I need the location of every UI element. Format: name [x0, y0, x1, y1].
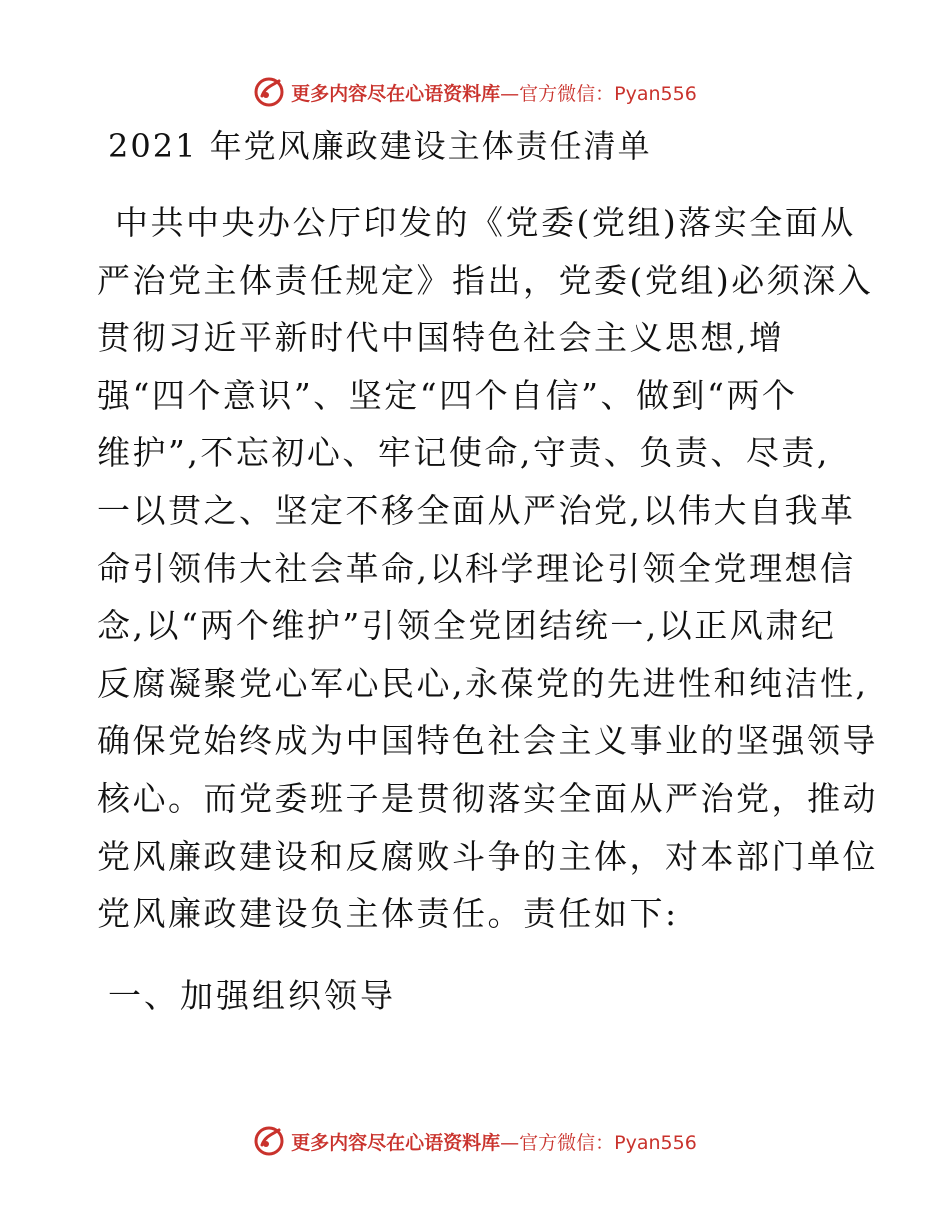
body-line: 念,以“两个维护”引领全党团结统一,以正风肃纪 [97, 606, 837, 646]
watermark-separator: — [500, 1131, 520, 1154]
body-line: 中共中央办公厅印发的《党委(党组)落实全面从 [115, 203, 856, 242]
body-line: 贯彻习近平新时代中国特色社会主义思想,增 [97, 318, 785, 358]
logo-icon [253, 75, 287, 109]
body-line: 命引领伟大社会革命,以科学理论引领全党理想信 [97, 548, 856, 588]
watermark-contact: 官方微信：Pyan556 [519, 1131, 697, 1154]
section-heading: 一、加强组织领导 [108, 976, 396, 1015]
body-line: 维护”,不忘初心、牢记使命,守责、负责、尽责, [97, 433, 830, 473]
logo-icon [253, 1124, 287, 1158]
document-title: 2021 年党风廉政建设主体责任清单 [108, 127, 652, 165]
watermark-brand: 更多内容尽在心语资料库 [291, 1131, 501, 1154]
body-line: 强“四个意识”、坚定“四个自信”、做到“两个 [97, 375, 798, 415]
body-line: 核心。而党委班子是贯彻落实全面从严治党，推动 [97, 778, 878, 818]
watermark-separator: — [500, 82, 520, 105]
header-watermark [0, 75, 950, 109]
body-line: 一以贯之、坚定不移全面从严治党,以伟大自我革 [97, 490, 856, 530]
body-line: 确保党始终成为中国特色社会主义事业的坚强领导 [97, 721, 878, 761]
watermark-brand: 更多内容尽在心语资料库 [291, 82, 501, 105]
body-line: 党风廉政建设和反腐败斗争的主体，对本部门单位 [97, 836, 878, 876]
body-line: 党风廉政建设负主体责任。责任如下: [97, 894, 679, 934]
body-line: 严治党主体责任规定》指出，党委(党组)必须深入 [97, 260, 874, 300]
watermark-text [291, 1128, 697, 1155]
footer-watermark [0, 1124, 950, 1158]
document-body [97, 201, 878, 950]
body-line: 反腐凝聚党心军心民心,永葆党的先进性和纯洁性, [97, 663, 869, 703]
watermark-text [291, 79, 697, 106]
watermark-contact: 官方微信：Pyan556 [519, 82, 697, 105]
